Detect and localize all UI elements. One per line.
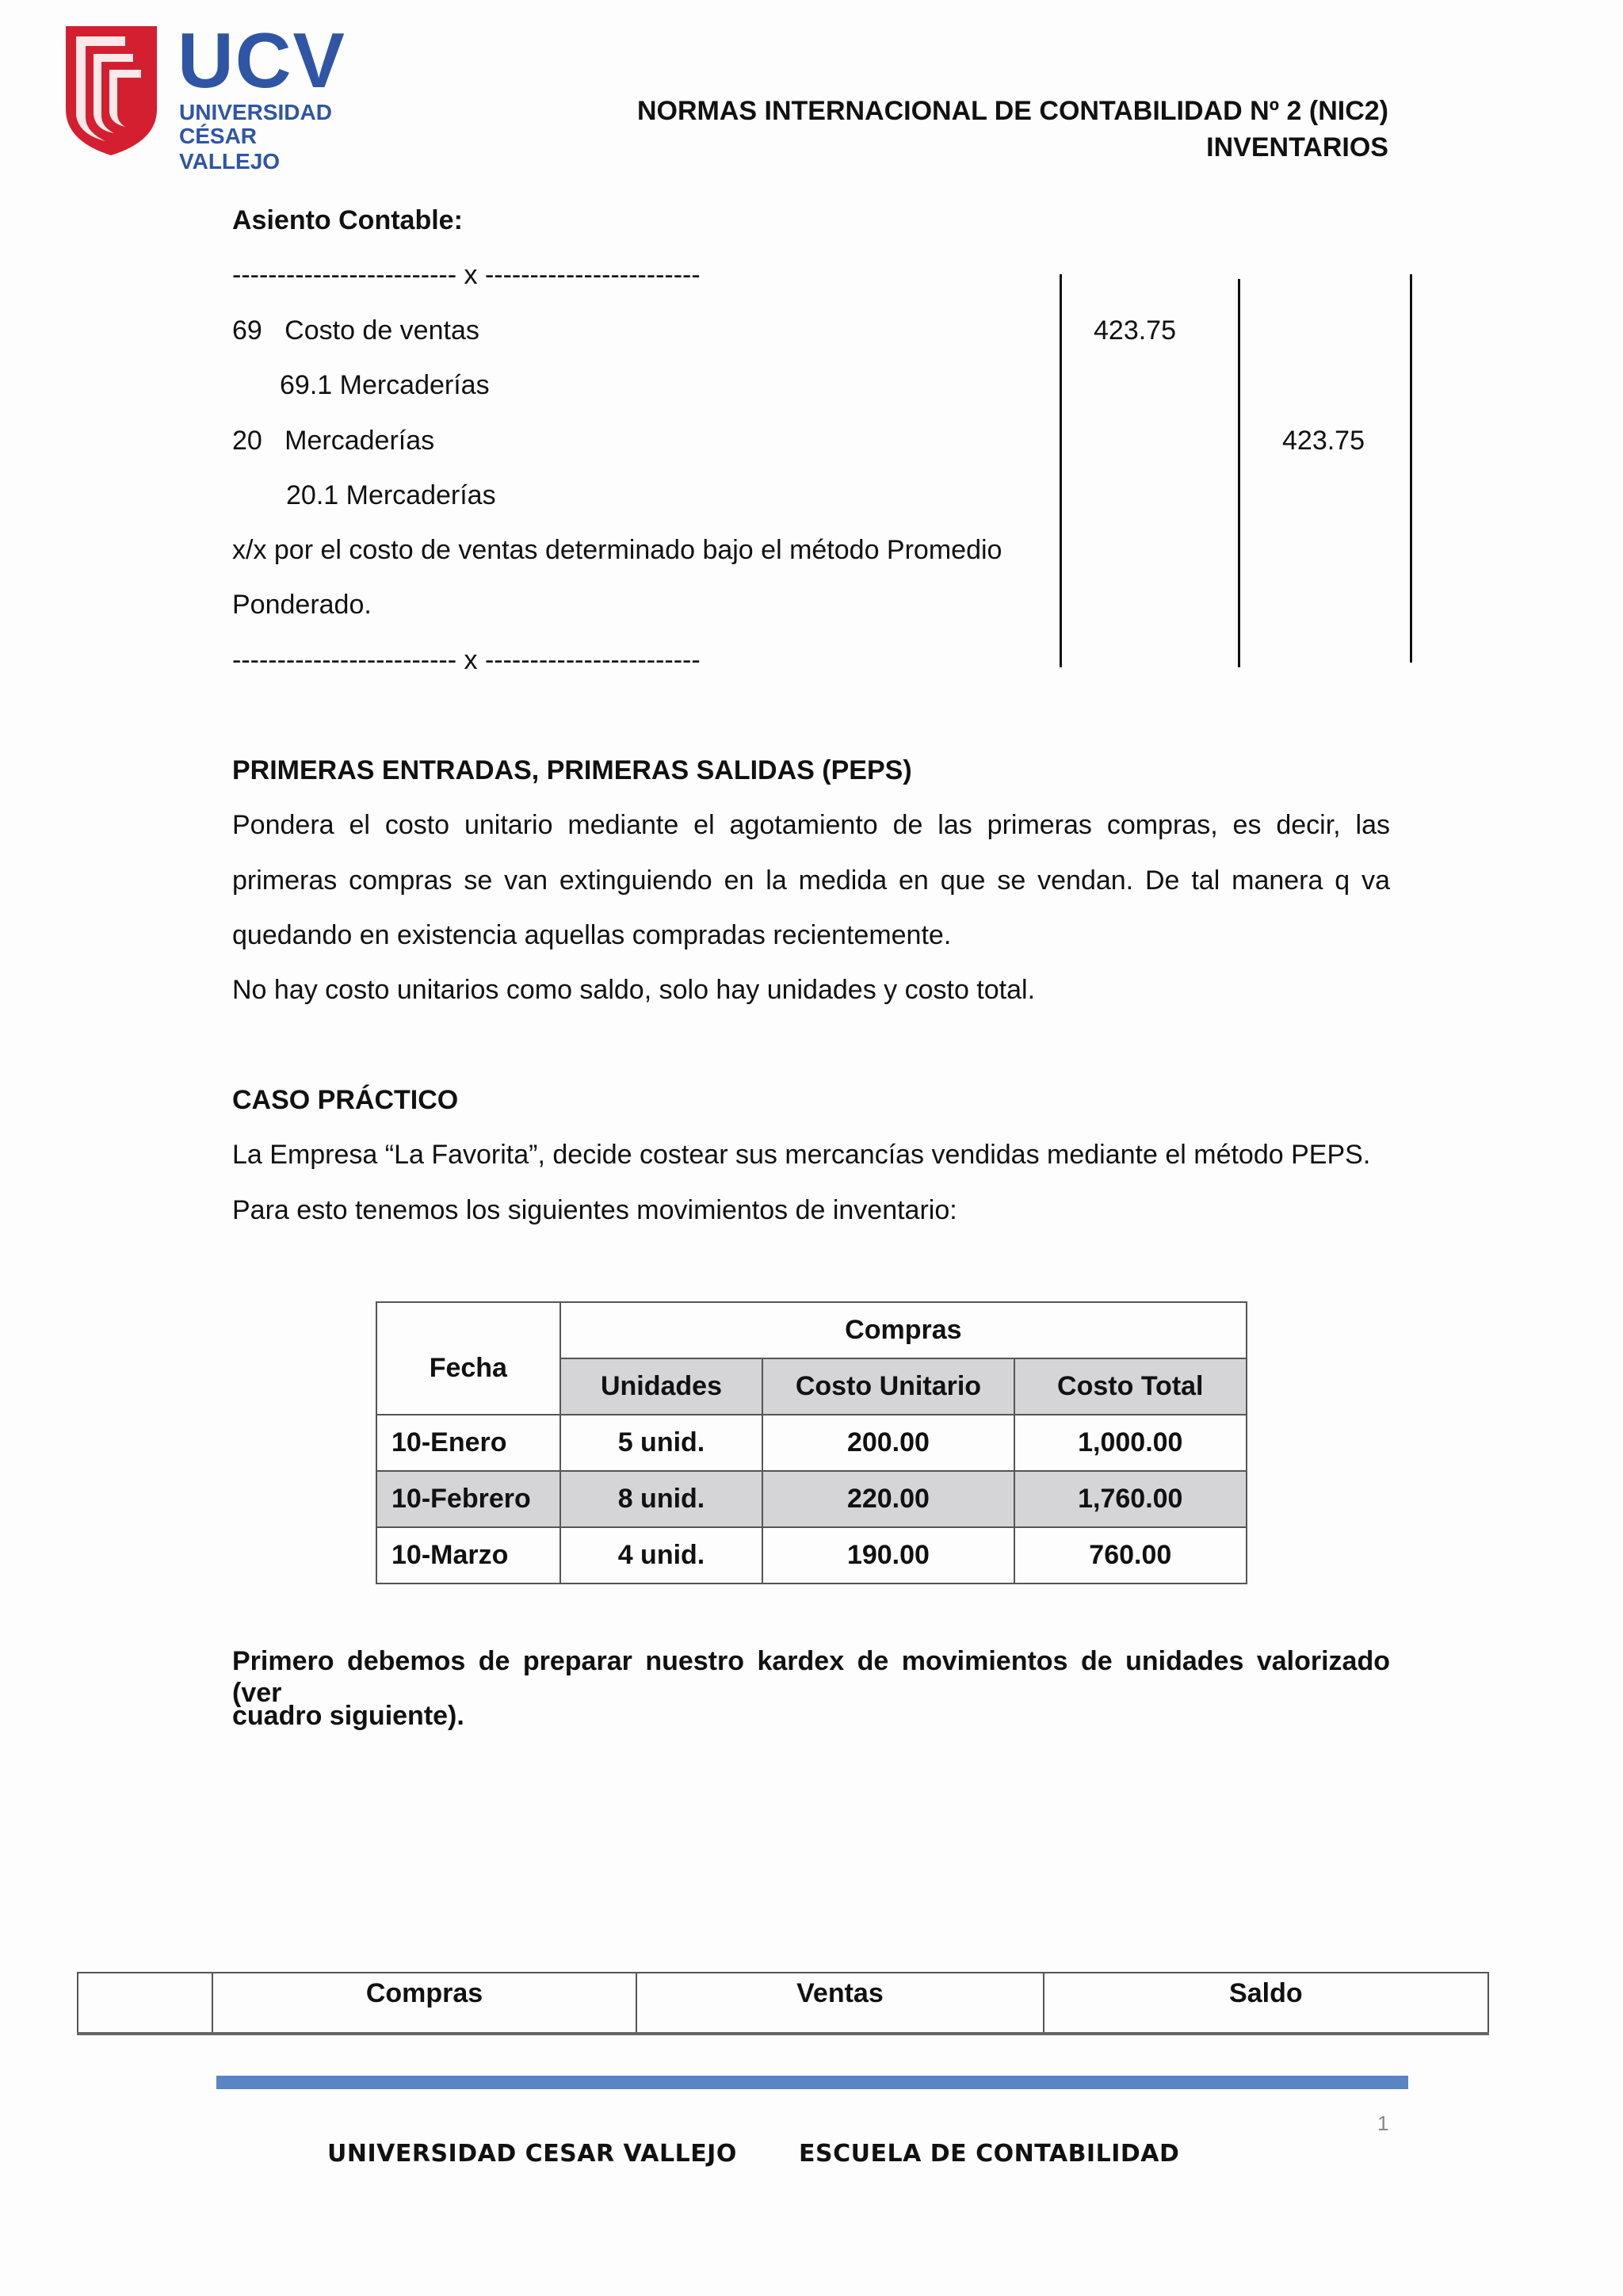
kardex-table: [77, 1972, 1489, 2035]
caso-heading: CASO PRÁCTICO: [232, 1085, 459, 1115]
peps-paragraph-line3: quedando en existencia aquellas compradas recientemente.: [232, 920, 952, 950]
ucv-logo: [62, 17, 346, 174]
cell-unitario: 200.00: [762, 1415, 1014, 1471]
header-fecha: Fecha: [376, 1302, 560, 1415]
peps-paragraph-line1: Pondera el costo unitario mediante el agotamiento de las primeras compras, es decir, las: [232, 810, 1390, 840]
ledger-column-line: [1410, 274, 1412, 663]
table-row: [376, 1471, 1247, 1527]
footer-school: ESCUELA DE CONTABILIDAD: [799, 2140, 1180, 2168]
asiento-line-69: 69 Costo de ventas: [232, 315, 479, 346]
kardex-intro-line2: cuadro siguiente).: [232, 1701, 464, 1731]
cell-total: 1,000.00: [1014, 1415, 1247, 1471]
logo-name-line: CÉSAR VALLEJO: [179, 124, 281, 174]
peps-paragraph-line2: primeras compras se van extinguiendo en la medida en que se vendan. De tal manera q va: [232, 865, 1390, 896]
cell-unidades: 8 unid.: [560, 1471, 763, 1527]
header-costo-unitario: Costo Unitario: [762, 1358, 1014, 1415]
cell-unidades: 5 unid.: [560, 1415, 763, 1471]
asiento-line-20-1: 20.1 Mercaderías: [286, 480, 496, 510]
cell-total: 1,760.00: [1014, 1471, 1247, 1527]
header-costo-total: Costo Total: [1014, 1358, 1247, 1415]
ucv-shield-icon: [62, 22, 161, 157]
header-unidades: Unidades: [560, 1358, 763, 1415]
caso-paragraph-line2: Para esto tenemos los siguientes movimientos de inventario:: [232, 1195, 957, 1225]
table-row: [78, 1973, 1488, 2034]
cell-fecha: 10-Enero: [376, 1415, 560, 1471]
caso-paragraph-line1: La Empresa “La Favorita”, decide costear sus mercancías vendidas mediante el método PEPS.: [232, 1140, 1371, 1170]
asiento-debe-amount: 423.75: [1094, 315, 1176, 346]
table-row: [376, 1415, 1247, 1471]
kardex-header-fecha: [78, 1973, 212, 2034]
kardex-header-compras: Compras: [212, 1973, 636, 2034]
document-subtitle: INVENTARIOS: [1206, 132, 1388, 162]
cell-fecha: 10-Febrero: [376, 1471, 560, 1527]
asiento-haber-amount: 423.75: [1282, 426, 1365, 456]
asiento-line-20: 20 Mercaderías: [232, 426, 435, 456]
logo-abbrev: UCV: [178, 17, 346, 104]
cell-unidades: 4 unid.: [560, 1527, 763, 1584]
document-title: NORMAS INTERNACIONAL DE CONTABILIDAD Nº 2 (NIC2): [636, 96, 1388, 126]
ledger-column-line: [1238, 279, 1240, 667]
asiento-separator-bottom: ------------------------- x ------------------------: [232, 645, 701, 675]
logo-university-line: UNIVERSIDAD: [179, 100, 332, 124]
cell-unitario: 220.00: [762, 1471, 1014, 1527]
cell-fecha: 10-Marzo: [376, 1527, 560, 1584]
footer-band: [216, 2076, 1408, 2089]
asiento-line-69-1: 69.1 Mercaderías: [280, 370, 490, 400]
kardex-header-saldo: Saldo: [1044, 1973, 1488, 2034]
peps-heading: PRIMERAS ENTRADAS, PRIMERAS SALIDAS (PEPS): [232, 755, 912, 785]
asiento-gloss-line1: x/x por el costo de ventas determinado bajo el método Promedio: [232, 535, 1002, 565]
header-compras-group: Compras: [560, 1302, 1247, 1358]
asiento-heading: Asiento Contable:: [232, 205, 463, 235]
kardex-header-ventas: Ventas: [636, 1973, 1043, 2034]
cell-total: 760.00: [1014, 1527, 1247, 1584]
page-number: 1: [1377, 2111, 1389, 2135]
asiento-separator-top: ------------------------- x ------------------------: [232, 260, 701, 290]
footer-university: UNIVERSIDAD CESAR VALLEJO: [327, 2140, 737, 2168]
kardex-intro-line1: Primero debemos de preparar nuestro kardex de movimientos de unidades valorizado (ver: [232, 1646, 1390, 1708]
table-row: [376, 1527, 1247, 1584]
ledger-column-line: [1060, 274, 1062, 667]
cell-unitario: 190.00: [762, 1527, 1014, 1584]
purchases-table: [376, 1301, 1247, 1584]
asiento-gloss-line2: Ponderado.: [232, 590, 372, 620]
peps-paragraph-line4: No hay costo unitarios como saldo, solo hay unidades y costo total.: [232, 975, 1036, 1005]
